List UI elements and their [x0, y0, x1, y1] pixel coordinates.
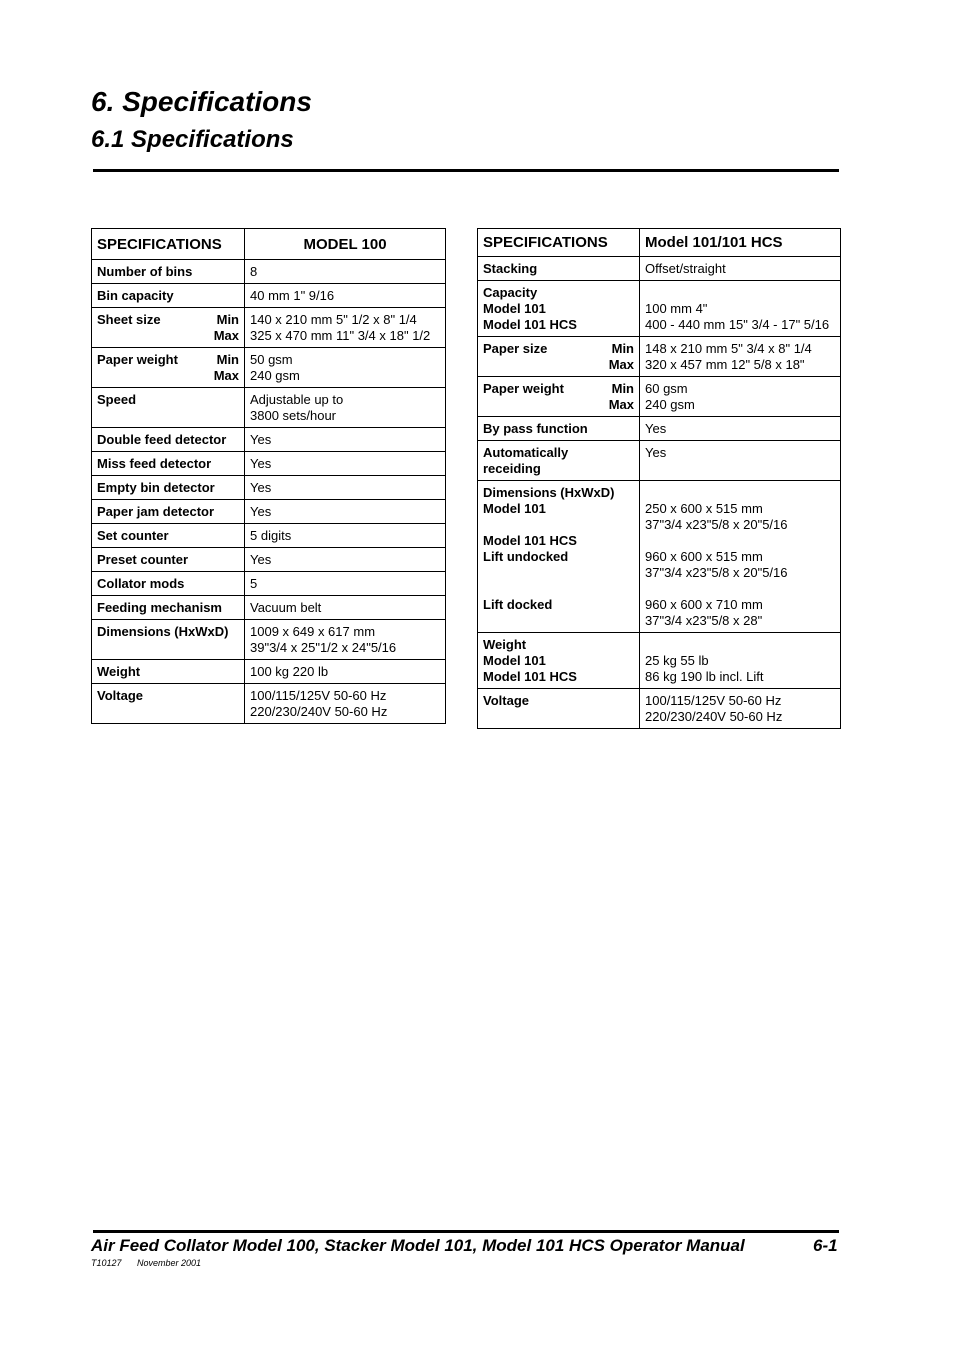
table-row	[92, 572, 446, 596]
spec-value-cell	[640, 689, 841, 729]
table-row	[92, 284, 446, 308]
spec-value: 50 gsm 240 gsm	[250, 352, 300, 383]
spec-label-cell	[92, 260, 245, 284]
spec-label-cell	[92, 596, 245, 620]
spec-value: 100 mm 4" 400 - 440 mm 15" 3/4 - 17" 5/16	[645, 301, 830, 332]
spec-value: 148 x 210 mm 5" 3/4 x 8" 1/4 320 x 457 mm 12" 5/8 x 18"	[645, 341, 812, 372]
spec-label-cell	[92, 428, 245, 452]
chapter-title: 6. Specifications	[91, 86, 312, 117]
spec-value-cell	[245, 452, 446, 476]
model-100-spec-table	[91, 228, 446, 724]
spec-value-cell	[245, 500, 446, 524]
spec-label: Dimensions (HxWxD)	[97, 624, 229, 639]
spec-value: Yes	[250, 552, 272, 567]
spec-label: Miss feed detector	[97, 456, 212, 471]
spec-value: Yes	[250, 456, 272, 471]
spec-label: Paper weight	[97, 352, 178, 367]
spec-label: Paper weight	[483, 381, 564, 396]
footer-rule	[93, 1230, 839, 1233]
table-row	[478, 377, 841, 417]
spec-label: Paper jam detector	[97, 504, 215, 519]
spec-value: 5	[250, 576, 258, 591]
header-specifications: SPECIFICATIONS	[92, 229, 245, 260]
table-row	[92, 548, 446, 572]
table-row	[92, 428, 446, 452]
spec-label-cell	[478, 689, 640, 729]
spec-label: By pass function	[483, 421, 588, 436]
spec-value-cell	[245, 684, 446, 724]
table-row	[478, 257, 841, 281]
spec-value: 60 gsm 240 gsm	[645, 381, 695, 412]
spec-label: Empty bin detector	[97, 480, 215, 495]
spec-label-cell	[92, 476, 245, 500]
spec-value: Adjustable up to 3800 sets/hour	[250, 392, 344, 423]
spec-value: 40 mm 1" 9/16	[250, 288, 335, 303]
spec-label: Preset counter	[97, 552, 189, 567]
spec-value-cell	[640, 417, 841, 441]
footer-manual-title: Air Feed Collator Model 100, Stacker Model 101, Model 101 HCS Operator Manual	[91, 1236, 745, 1255]
spec-label-cell	[92, 548, 245, 572]
spec-label: Collator mods	[97, 576, 185, 591]
spec-label: Sheet size	[97, 312, 161, 327]
spec-value-cell	[640, 257, 841, 281]
spec-value-cell	[640, 633, 841, 689]
table-row	[478, 417, 841, 441]
spec-label-cell	[478, 481, 640, 633]
spec-value: 100/115/125V 50-60 Hz 220/230/240V 50-60 Hz	[645, 693, 783, 724]
spec-label-cell	[92, 452, 245, 476]
spec-label: Stacking	[483, 261, 538, 276]
section-title: 6.1 Specifications	[91, 126, 294, 153]
spec-value: 100 kg 220 lb	[250, 664, 329, 679]
spec-value: Yes	[250, 504, 272, 519]
spec-label: Capacity Model 101 Model 101 HCS	[483, 285, 577, 332]
spec-label-cell	[478, 281, 640, 337]
footer-page-number: 6-1	[813, 1236, 838, 1255]
spec-label: Double feed detector	[97, 432, 227, 447]
spec-label-cell	[478, 377, 640, 417]
spec-value: 25 kg 55 lb 86 kg 190 lb incl. Lift	[645, 653, 764, 684]
table-row	[478, 337, 841, 377]
spec-label: Bin capacity	[97, 288, 174, 303]
spec-value-cell	[245, 308, 446, 348]
footer-date: November 2001	[137, 1258, 202, 1268]
model-101-spec-table	[477, 228, 841, 729]
spec-value: Yes	[250, 480, 272, 495]
table-row	[92, 452, 446, 476]
table-row	[478, 481, 841, 633]
min-max-label: Min Max	[213, 352, 239, 383]
min-max-label: Min Max	[213, 312, 239, 343]
spec-label-cell	[478, 337, 640, 377]
spec-value-cell	[245, 476, 446, 500]
spec-label: Speed	[97, 392, 137, 407]
table-row	[478, 633, 841, 689]
table-row	[92, 620, 446, 660]
table-row	[92, 660, 446, 684]
spec-value-cell	[245, 572, 446, 596]
spec-value-cell	[640, 281, 841, 337]
table-row	[478, 441, 841, 481]
table-row	[92, 260, 446, 284]
spec-label-cell	[92, 284, 245, 308]
spec-label: Weight	[97, 664, 141, 679]
spec-value-cell	[245, 348, 446, 388]
header-model: Model 101/101 HCS	[640, 229, 841, 257]
table-row	[92, 500, 446, 524]
spec-value: Yes	[645, 421, 667, 436]
header-rule	[93, 169, 839, 172]
spec-label-cell	[92, 348, 245, 388]
min-max-label: Min Max	[608, 341, 634, 372]
spec-label: Paper size	[483, 341, 548, 356]
spec-label-cell	[92, 572, 245, 596]
spec-value: 8	[250, 264, 258, 279]
spec-label-cell	[478, 633, 640, 689]
spec-label-cell	[92, 684, 245, 724]
spec-value-cell	[245, 284, 446, 308]
spec-label-cell	[92, 660, 245, 684]
table-row	[92, 308, 446, 348]
spec-label-cell	[92, 620, 245, 660]
spec-value-cell	[245, 596, 446, 620]
spec-label-cell	[478, 257, 640, 281]
spec-value-cell	[245, 428, 446, 452]
spec-value-cell	[245, 260, 446, 284]
spec-value-cell	[245, 524, 446, 548]
table-row	[92, 348, 446, 388]
spec-value: 100/115/125V 50-60 Hz 220/230/240V 50-60 Hz	[250, 688, 388, 719]
footer-document-code: T10127	[91, 1258, 122, 1268]
spec-value-cell	[245, 548, 446, 572]
spec-value: Offset/straight	[645, 261, 726, 276]
spec-value-cell	[640, 337, 841, 377]
spec-value: 1009 x 649 x 617 mm 39"3/4 x 25"1/2 x 24"5/16	[250, 624, 397, 655]
spec-value-cell	[640, 441, 841, 481]
table-row	[92, 476, 446, 500]
spec-label-cell	[478, 417, 640, 441]
spec-label-cell	[478, 441, 640, 481]
spec-label: Weight Model 101 Model 101 HCS	[483, 637, 577, 684]
header-model: MODEL 100	[245, 229, 446, 260]
spec-label-cell	[92, 308, 245, 348]
spec-label: Set counter	[97, 528, 169, 543]
table-header-row	[478, 229, 841, 257]
spec-label: Number of bins	[97, 264, 193, 279]
spec-value: Vacuum belt	[250, 600, 322, 615]
table-row	[478, 689, 841, 729]
spec-label-cell	[92, 388, 245, 428]
spec-value: 5 digits	[250, 528, 292, 543]
spec-value-cell	[245, 388, 446, 428]
table-row	[92, 684, 446, 724]
table-row	[92, 388, 446, 428]
spec-value-cell	[245, 660, 446, 684]
spec-label-cell	[92, 524, 245, 548]
spec-value-cell	[640, 481, 841, 633]
spec-value: 250 x 600 x 515 mm 37"3/4 x23"5/8 x 20"5/16 960 x 600 x 515 mm 37"3/4 x23"5/8 x 20"5/16 960 x 600 x 710 mm 37"3/4 x23"5/8 x 28"	[645, 501, 788, 628]
spec-label: Voltage	[97, 688, 143, 703]
spec-label: Automatically receiding	[483, 445, 569, 476]
min-max-label: Min Max	[608, 381, 634, 412]
spec-label: Voltage	[483, 693, 529, 708]
spec-value: 140 x 210 mm 5" 1/2 x 8" 1/4 325 x 470 mm 11" 3/4 x 18" 1/2	[250, 312, 431, 343]
spec-label-cell	[92, 500, 245, 524]
table-row	[478, 281, 841, 337]
table-row	[92, 524, 446, 548]
spec-value: Yes	[645, 445, 667, 460]
table-header-row	[92, 229, 446, 260]
header-specifications: SPECIFICATIONS	[478, 229, 640, 257]
spec-value-cell	[245, 620, 446, 660]
spec-label: Dimensions (HxWxD) Model 101 Model 101 HCS Lift undocked Lift docked	[483, 485, 615, 612]
spec-value-cell	[640, 377, 841, 417]
spec-label: Feeding mechanism	[97, 600, 222, 615]
table-row	[92, 596, 446, 620]
spec-value: Yes	[250, 432, 272, 447]
